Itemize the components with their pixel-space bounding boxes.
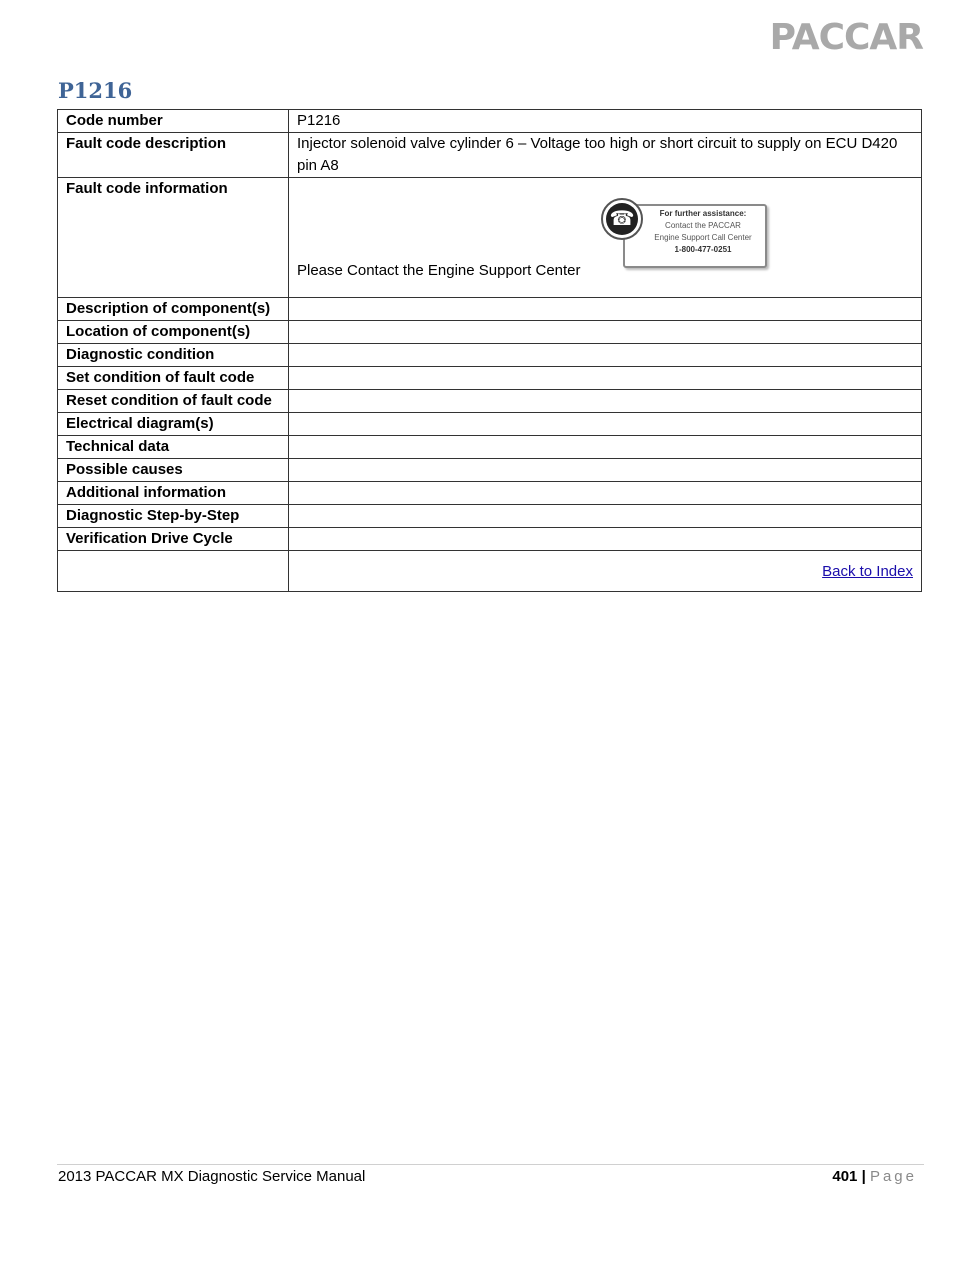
row-value	[289, 367, 922, 390]
row-label: Fault code information	[58, 178, 289, 298]
row-label: Diagnostic Step-by-Step	[58, 505, 289, 528]
row-label: Verification Drive Cycle	[58, 528, 289, 551]
row-value	[289, 178, 922, 298]
row-label: Code number	[58, 110, 289, 133]
page-number: 401	[832, 1168, 858, 1185]
row-value	[289, 390, 922, 413]
page-title: P1216	[58, 78, 133, 103]
row-value: P1216	[289, 110, 922, 133]
paccar-logo: PACCAR	[769, 17, 923, 58]
row-label: Technical data	[58, 436, 289, 459]
row-label: Description of component(s)	[58, 298, 289, 321]
row-label: Additional information	[58, 482, 289, 505]
row-value	[289, 482, 922, 505]
table-row	[58, 390, 922, 413]
assistance-card	[601, 198, 769, 272]
row-label	[58, 551, 289, 592]
assistance-box	[623, 204, 767, 268]
telephone-icon: ☎	[601, 198, 643, 240]
row-label: Location of component(s)	[58, 321, 289, 344]
page-separator: |	[861, 1168, 866, 1185]
footer-page-indicator	[832, 1168, 917, 1185]
table-row	[58, 459, 922, 482]
row-label: Diagnostic condition	[58, 344, 289, 367]
row-value	[289, 551, 922, 592]
table-row-fault-description	[58, 133, 922, 178]
table-row-fault-information	[58, 178, 922, 298]
table-row-back-link	[58, 551, 922, 592]
contact-text: Please Contact the Engine Support Center	[297, 262, 581, 279]
table-row	[58, 413, 922, 436]
assist-line-3: Engine Support Call Center	[654, 233, 752, 242]
table-row	[58, 321, 922, 344]
assist-line-2: Contact the PACCAR	[665, 221, 741, 230]
row-value	[289, 344, 922, 367]
table-row	[58, 298, 922, 321]
row-value: Injector solenoid valve cylinder 6 – Voltage too high or short circuit to supply on ECU D420 pin A8	[289, 133, 922, 178]
row-value	[289, 505, 922, 528]
table-row	[58, 436, 922, 459]
row-value	[289, 528, 922, 551]
fault-code-table	[57, 109, 922, 592]
row-value	[289, 436, 922, 459]
footer-manual-title: 2013 PACCAR MX Diagnostic Service Manual	[58, 1168, 366, 1185]
row-value	[289, 298, 922, 321]
row-value	[289, 413, 922, 436]
table-row-code-number	[58, 110, 922, 133]
table-row	[58, 367, 922, 390]
row-label: Possible causes	[58, 459, 289, 482]
table-row	[58, 505, 922, 528]
table-row	[58, 528, 922, 551]
footer-divider	[57, 1164, 924, 1165]
back-to-index-link[interactable]: Back to Index	[822, 563, 913, 580]
row-value	[289, 459, 922, 482]
assist-phone-number: 1-800-477-0251	[674, 245, 732, 254]
assist-line-1: For further assistance:	[659, 209, 747, 218]
table-row	[58, 482, 922, 505]
row-label: Electrical diagram(s)	[58, 413, 289, 436]
row-label: Set condition of fault code	[58, 367, 289, 390]
row-label: Reset condition of fault code	[58, 390, 289, 413]
page-word: Page	[869, 1168, 917, 1185]
table-row	[58, 344, 922, 367]
row-label: Fault code description	[58, 133, 289, 178]
row-value	[289, 321, 922, 344]
